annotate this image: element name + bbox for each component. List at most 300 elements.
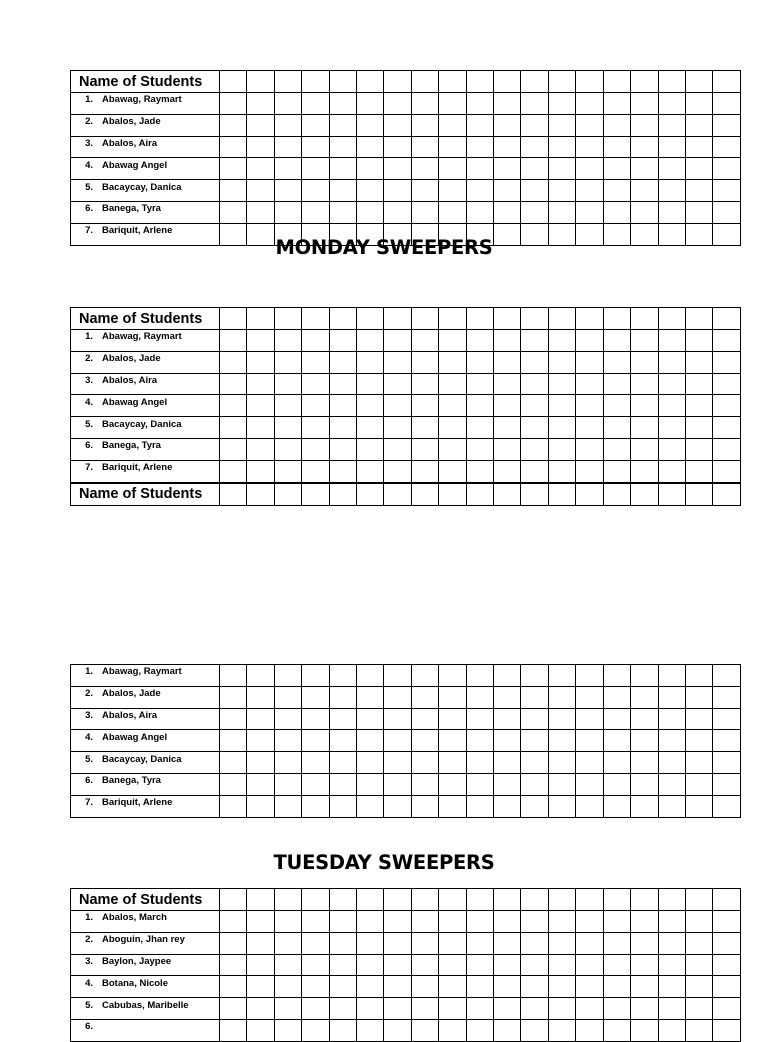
- check-cell: [713, 395, 741, 417]
- check-cell: [302, 71, 329, 93]
- name-column-header: [71, 308, 220, 330]
- student-row: [71, 93, 741, 115]
- check-cell: [329, 93, 356, 115]
- check-cell: [631, 417, 658, 439]
- check-cell: [247, 201, 274, 223]
- check-cell: [329, 308, 356, 330]
- student-number: 3.: [85, 137, 93, 149]
- check-cell: [302, 483, 329, 506]
- check-cell: [631, 158, 658, 180]
- check-cell: [357, 373, 384, 395]
- check-cell: [439, 998, 466, 1020]
- check-cell: [603, 395, 630, 417]
- check-cell: [384, 730, 411, 752]
- check-cell: [329, 71, 356, 93]
- check-cell: [603, 954, 630, 976]
- check-cell: [521, 665, 548, 687]
- header-row: [71, 889, 741, 911]
- check-cell: [247, 460, 274, 482]
- check-cell: [247, 373, 274, 395]
- check-cell: [439, 180, 466, 202]
- check-cell: [685, 730, 712, 752]
- check-cell: [384, 954, 411, 976]
- check-cell: [439, 71, 466, 93]
- check-cell: [685, 708, 712, 730]
- check-cell: [603, 114, 630, 136]
- check-cell: [411, 773, 438, 795]
- check-cell: [685, 417, 712, 439]
- check-cell: [548, 201, 575, 223]
- check-cell: [274, 351, 301, 373]
- check-cell: [329, 976, 356, 998]
- check-cell: [713, 954, 741, 976]
- check-cell: [274, 158, 301, 180]
- check-cell: [548, 483, 575, 506]
- check-cell: [603, 180, 630, 202]
- check-cell: [494, 136, 521, 158]
- check-cell: [713, 330, 741, 352]
- check-cell: [329, 730, 356, 752]
- check-cell: [685, 889, 712, 911]
- check-cell: [658, 932, 685, 954]
- check-cell: [494, 351, 521, 373]
- check-cell: [713, 752, 741, 774]
- student-number: 3.: [85, 374, 93, 386]
- student-number: 5.: [85, 181, 93, 193]
- check-cell: [439, 158, 466, 180]
- check-cell: [494, 330, 521, 352]
- check-cell: [576, 932, 603, 954]
- check-cell: [494, 773, 521, 795]
- check-cell: [274, 114, 301, 136]
- check-cell: [521, 976, 548, 998]
- check-cell: [658, 998, 685, 1020]
- check-cell: [329, 998, 356, 1020]
- check-cell: [220, 308, 247, 330]
- check-cell: [603, 752, 630, 774]
- check-cell: [685, 114, 712, 136]
- check-cell: [247, 158, 274, 180]
- attendance-table-2: [70, 307, 741, 506]
- check-cell: [274, 998, 301, 1020]
- student-name: Bariquit, Arlene: [102, 797, 173, 809]
- check-cell: [603, 93, 630, 115]
- check-cell: [274, 395, 301, 417]
- check-cell: [302, 201, 329, 223]
- student-name-cell: [71, 911, 220, 933]
- check-cell: [494, 954, 521, 976]
- attendance-table-1: [70, 70, 741, 246]
- check-cell: [576, 71, 603, 93]
- check-cell: [411, 730, 438, 752]
- check-cell: [494, 665, 521, 687]
- check-cell: [576, 460, 603, 482]
- check-cell: [274, 201, 301, 223]
- check-cell: [357, 686, 384, 708]
- check-cell: [713, 201, 741, 223]
- check-cell: [329, 708, 356, 730]
- check-cell: [521, 417, 548, 439]
- check-cell: [329, 483, 356, 506]
- check-cell: [357, 730, 384, 752]
- check-cell: [576, 911, 603, 933]
- check-cell: [274, 330, 301, 352]
- check-cell: [466, 158, 493, 180]
- student-row: [71, 686, 741, 708]
- check-cell: [220, 773, 247, 795]
- check-cell: [631, 438, 658, 460]
- check-cell: [411, 954, 438, 976]
- check-cell: [220, 889, 247, 911]
- check-cell: [329, 158, 356, 180]
- check-cell: [247, 730, 274, 752]
- check-cell: [329, 351, 356, 373]
- student-name: Abawag, Raymart: [102, 666, 182, 678]
- student-number: 4.: [85, 731, 93, 743]
- check-cell: [357, 665, 384, 687]
- check-cell: [247, 351, 274, 373]
- check-cell: [658, 351, 685, 373]
- check-cell: [274, 438, 301, 460]
- check-cell: [548, 1019, 575, 1041]
- check-cell: [411, 93, 438, 115]
- check-cell: [521, 373, 548, 395]
- check-cell: [439, 773, 466, 795]
- check-cell: [548, 330, 575, 352]
- check-cell: [274, 708, 301, 730]
- check-cell: [274, 136, 301, 158]
- student-number: 6.: [85, 440, 93, 452]
- check-cell: [576, 201, 603, 223]
- check-cell: [329, 686, 356, 708]
- check-cell: [603, 686, 630, 708]
- check-cell: [274, 417, 301, 439]
- student-name-cell: [71, 136, 220, 158]
- check-cell: [357, 998, 384, 1020]
- check-cell: [329, 932, 356, 954]
- check-cell: [357, 954, 384, 976]
- check-cell: [247, 665, 274, 687]
- check-cell: [713, 730, 741, 752]
- student-name: Baylon, Jaypee: [102, 955, 172, 967]
- student-name-cell: [71, 438, 220, 460]
- check-cell: [439, 708, 466, 730]
- check-cell: [302, 686, 329, 708]
- check-cell: [603, 158, 630, 180]
- check-cell: [494, 932, 521, 954]
- check-cell: [384, 351, 411, 373]
- student-row: [71, 460, 741, 482]
- check-cell: [631, 911, 658, 933]
- check-cell: [411, 330, 438, 352]
- check-cell: [521, 158, 548, 180]
- check-cell: [302, 460, 329, 482]
- check-cell: [713, 932, 741, 954]
- check-cell: [548, 373, 575, 395]
- check-cell: [521, 395, 548, 417]
- student-row: [71, 752, 741, 774]
- check-cell: [466, 93, 493, 115]
- check-cell: [576, 976, 603, 998]
- check-cell: [247, 395, 274, 417]
- check-cell: [302, 351, 329, 373]
- student-number: 5.: [85, 999, 93, 1011]
- check-cell: [685, 308, 712, 330]
- check-cell: [274, 483, 301, 506]
- student-name: Abalos, Jade: [102, 116, 161, 128]
- check-cell: [658, 1019, 685, 1041]
- student-name-cell: [71, 665, 220, 687]
- check-cell: [713, 180, 741, 202]
- student-row: [71, 795, 741, 817]
- check-cell: [302, 373, 329, 395]
- check-cell: [631, 708, 658, 730]
- student-row: [71, 395, 741, 417]
- check-cell: [247, 136, 274, 158]
- check-cell: [576, 93, 603, 115]
- check-cell: [329, 665, 356, 687]
- check-cell: [494, 417, 521, 439]
- check-cell: [411, 752, 438, 774]
- check-cell: [603, 1019, 630, 1041]
- check-cell: [247, 71, 274, 93]
- check-cell: [466, 932, 493, 954]
- check-cell: [411, 460, 438, 482]
- check-cell: [576, 308, 603, 330]
- check-cell: [658, 665, 685, 687]
- check-cell: [357, 752, 384, 774]
- header-row: [71, 483, 741, 506]
- check-cell: [548, 954, 575, 976]
- check-cell: [439, 201, 466, 223]
- check-cell: [576, 795, 603, 817]
- check-cell: [411, 158, 438, 180]
- check-cell: [494, 460, 521, 482]
- check-cell: [631, 954, 658, 976]
- check-cell: [658, 795, 685, 817]
- check-cell: [466, 1019, 493, 1041]
- check-cell: [302, 438, 329, 460]
- check-cell: [274, 460, 301, 482]
- check-cell: [329, 795, 356, 817]
- student-row: [71, 708, 741, 730]
- check-cell: [329, 330, 356, 352]
- student-name-cell: [71, 373, 220, 395]
- student-name: Banega, Tyra: [102, 440, 161, 452]
- check-cell: [384, 71, 411, 93]
- check-cell: [274, 93, 301, 115]
- check-cell: [685, 954, 712, 976]
- check-cell: [631, 976, 658, 998]
- check-cell: [658, 201, 685, 223]
- student-name: Abalos, Aira: [102, 709, 158, 721]
- check-cell: [466, 136, 493, 158]
- check-cell: [247, 889, 274, 911]
- check-cell: [274, 686, 301, 708]
- check-cell: [274, 976, 301, 998]
- check-cell: [658, 686, 685, 708]
- check-cell: [548, 686, 575, 708]
- check-cell: [384, 93, 411, 115]
- check-cell: [411, 136, 438, 158]
- check-cell: [713, 976, 741, 998]
- student-number: 3.: [85, 955, 93, 967]
- check-cell: [220, 998, 247, 1020]
- check-cell: [439, 976, 466, 998]
- check-cell: [384, 330, 411, 352]
- check-cell: [494, 730, 521, 752]
- check-cell: [466, 460, 493, 482]
- check-cell: [357, 911, 384, 933]
- student-name-cell: [71, 932, 220, 954]
- check-cell: [247, 686, 274, 708]
- check-cell: [603, 932, 630, 954]
- check-cell: [685, 665, 712, 687]
- check-cell: [494, 889, 521, 911]
- check-cell: [384, 308, 411, 330]
- student-row: [71, 1019, 741, 1041]
- student-row: [71, 201, 741, 223]
- check-cell: [302, 330, 329, 352]
- check-cell: [521, 460, 548, 482]
- check-cell: [466, 752, 493, 774]
- check-cell: [631, 932, 658, 954]
- check-cell: [274, 373, 301, 395]
- check-cell: [521, 998, 548, 1020]
- student-name-cell: [71, 976, 220, 998]
- check-cell: [274, 665, 301, 687]
- check-cell: [357, 483, 384, 506]
- check-cell: [548, 395, 575, 417]
- check-cell: [631, 330, 658, 352]
- check-cell: [357, 460, 384, 482]
- check-cell: [631, 93, 658, 115]
- check-cell: [494, 308, 521, 330]
- check-cell: [302, 308, 329, 330]
- name-column-header: [71, 71, 220, 93]
- check-cell: [439, 395, 466, 417]
- check-cell: [329, 889, 356, 911]
- check-cell: [357, 1019, 384, 1041]
- column-header-label: Name of Students: [79, 310, 203, 327]
- check-cell: [357, 93, 384, 115]
- column-header-label: Name of Students: [79, 73, 203, 90]
- check-cell: [411, 438, 438, 460]
- check-cell: [576, 158, 603, 180]
- check-cell: [439, 93, 466, 115]
- check-cell: [658, 93, 685, 115]
- check-cell: [713, 351, 741, 373]
- check-cell: [466, 201, 493, 223]
- student-name: Bacaycay, Danica: [102, 181, 182, 193]
- check-cell: [384, 114, 411, 136]
- student-number: 6.: [85, 203, 93, 215]
- check-cell: [274, 308, 301, 330]
- check-cell: [494, 201, 521, 223]
- check-cell: [631, 998, 658, 1020]
- check-cell: [329, 417, 356, 439]
- check-cell: [247, 752, 274, 774]
- check-cell: [220, 752, 247, 774]
- check-cell: [494, 158, 521, 180]
- check-cell: [685, 201, 712, 223]
- check-cell: [713, 114, 741, 136]
- check-cell: [384, 180, 411, 202]
- check-cell: [658, 708, 685, 730]
- check-cell: [357, 114, 384, 136]
- check-cell: [548, 998, 575, 1020]
- check-cell: [247, 773, 274, 795]
- check-cell: [631, 180, 658, 202]
- check-cell: [329, 395, 356, 417]
- check-cell: [521, 686, 548, 708]
- check-cell: [439, 730, 466, 752]
- check-cell: [521, 93, 548, 115]
- check-cell: [220, 1019, 247, 1041]
- student-name-cell: [71, 1019, 220, 1041]
- check-cell: [631, 773, 658, 795]
- check-cell: [247, 114, 274, 136]
- student-row: [71, 773, 741, 795]
- column-header-label: Name of Students: [79, 891, 203, 908]
- student-row: [71, 932, 741, 954]
- student-number: 4.: [85, 977, 93, 989]
- check-cell: [521, 911, 548, 933]
- check-cell: [576, 180, 603, 202]
- check-cell: [576, 773, 603, 795]
- check-cell: [494, 71, 521, 93]
- student-name-cell: [71, 351, 220, 373]
- check-cell: [357, 773, 384, 795]
- check-cell: [220, 158, 247, 180]
- check-cell: [658, 889, 685, 911]
- student-name: Abalos, Jade: [102, 688, 161, 700]
- student-name: Abawag, Raymart: [102, 94, 182, 106]
- check-cell: [548, 932, 575, 954]
- header-row: [71, 71, 741, 93]
- check-cell: [247, 954, 274, 976]
- student-row: [71, 136, 741, 158]
- check-cell: [274, 71, 301, 93]
- check-cell: [220, 483, 247, 506]
- check-cell: [603, 889, 630, 911]
- check-cell: [713, 136, 741, 158]
- student-number: 6.: [85, 1021, 93, 1033]
- check-cell: [548, 730, 575, 752]
- check-cell: [548, 136, 575, 158]
- check-cell: [521, 752, 548, 774]
- check-cell: [247, 998, 274, 1020]
- check-cell: [439, 460, 466, 482]
- student-name: Abawag, Raymart: [102, 331, 182, 343]
- check-cell: [576, 730, 603, 752]
- check-cell: [220, 795, 247, 817]
- check-cell: [411, 1019, 438, 1041]
- check-cell: [521, 351, 548, 373]
- check-cell: [603, 708, 630, 730]
- check-cell: [302, 665, 329, 687]
- monday-sweepers-title: MONDAY SWEEPERS: [275, 236, 493, 259]
- check-cell: [329, 114, 356, 136]
- check-cell: [685, 976, 712, 998]
- student-number: 2.: [85, 353, 93, 365]
- check-cell: [220, 708, 247, 730]
- student-name-cell: [71, 158, 220, 180]
- check-cell: [548, 351, 575, 373]
- check-cell: [220, 114, 247, 136]
- check-cell: [685, 932, 712, 954]
- check-cell: [658, 483, 685, 506]
